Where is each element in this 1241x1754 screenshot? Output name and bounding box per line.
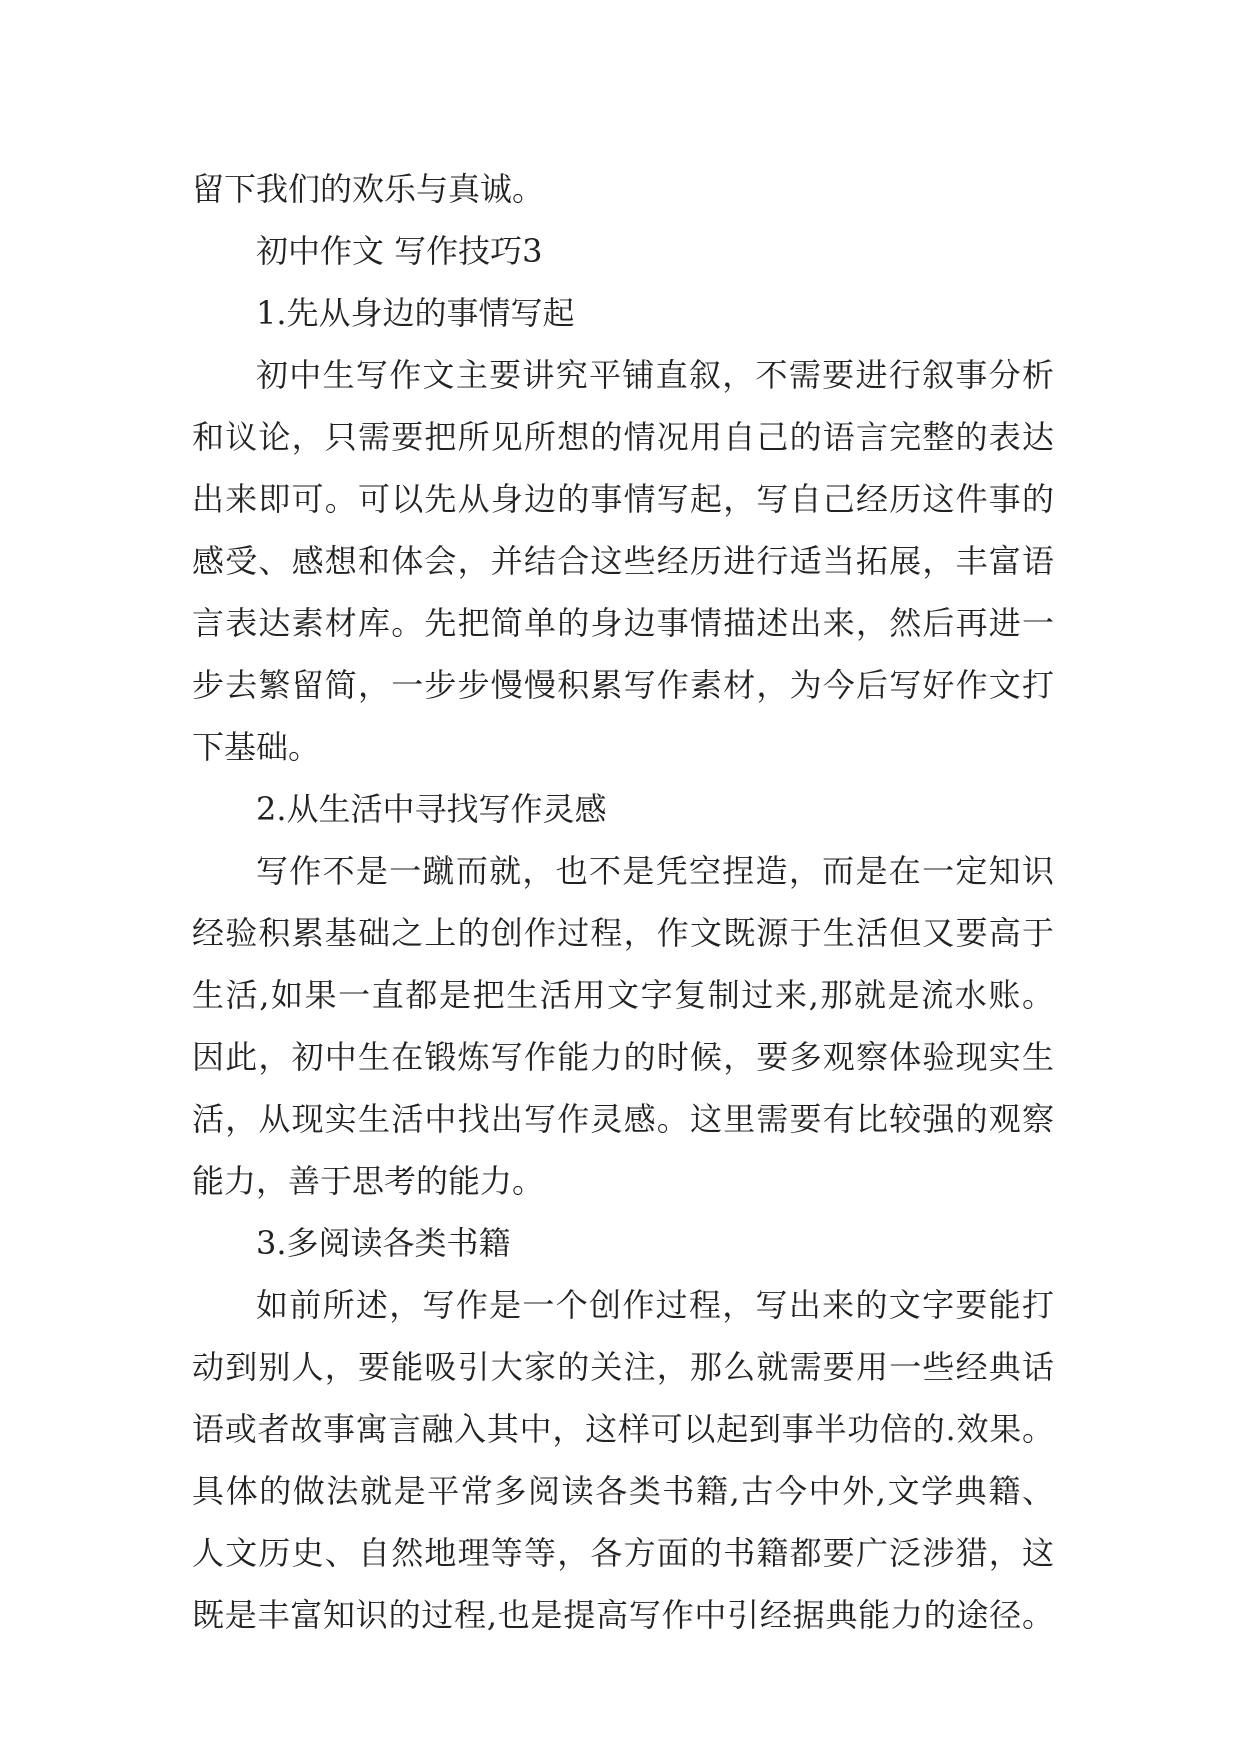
text-line: 活，从现实生活中找出写作灵感。这里需要有比较强的观察 [192,1100,1054,1138]
text-line: 经验积累基础之上的创作过程，作文既源于生活但又要高于 [192,914,1054,952]
text-line: 语或者故事寓言融入其中，这样可以起到事半功倍的.效果。 [192,1410,1054,1448]
text-line: 能力，善于思考的能力。 [192,1162,545,1200]
text-line: 下基础。 [192,728,321,766]
text-line: 感受、感想和体会，并结合这些经历进行适当拓展，丰富语 [192,542,1054,580]
text-line: 既是丰富知识的过程,也是提高写作中引经据典能力的途径。 [192,1596,1054,1634]
text-line: 留下我们的欢乐与真诚。 [192,170,545,208]
text-line: 出来即可。可以先从身边的事情写起，写自己经历这件事的 [192,480,1054,518]
subheading: 3.多阅读各类书籍 [256,1224,511,1262]
subheading: 2.从生活中寻找写作灵感 [256,790,607,828]
text-line: 具体的做法就是平常多阅读各类书籍,古今中外,文学典籍、 [192,1472,1054,1510]
section-heading: 初中作文 写作技巧3 [256,232,543,270]
text-line: 初中生写作文主要讲究平铺直叙，不需要进行叙事分析 [256,356,1054,394]
text-line: 写作不是一蹴而就，也不是凭空捏造，而是在一定知识 [256,852,1054,890]
text-line: 人文历史、自然地理等等，各方面的书籍都要广泛涉猎，这 [192,1534,1054,1572]
text-line: 和议论，只需要把所见所想的情况用自己的语言完整的表达 [192,418,1054,456]
text-line: 动到别人，要能吸引大家的关注，那么就需要用一些经典话 [192,1348,1054,1386]
document-page [192,158,1054,1646]
text-line: 步去繁留简，一步步慢慢积累写作素材，为今后写好作文打 [192,666,1054,704]
text-line: 言表达素材库。先把简单的身边事情描述出来，然后再进一 [192,604,1054,642]
subheading: 1.先从身边的事情写起 [256,294,575,332]
text-line: 因此，初中生在锻炼写作能力的时候，要多观察体验现实生 [192,1038,1054,1076]
text-line: 如前所述，写作是一个创作过程，写出来的文字要能打 [256,1286,1054,1324]
text-line: 生活,如果一直都是把生活用文字复制过来,那就是流水账。 [192,976,1054,1014]
